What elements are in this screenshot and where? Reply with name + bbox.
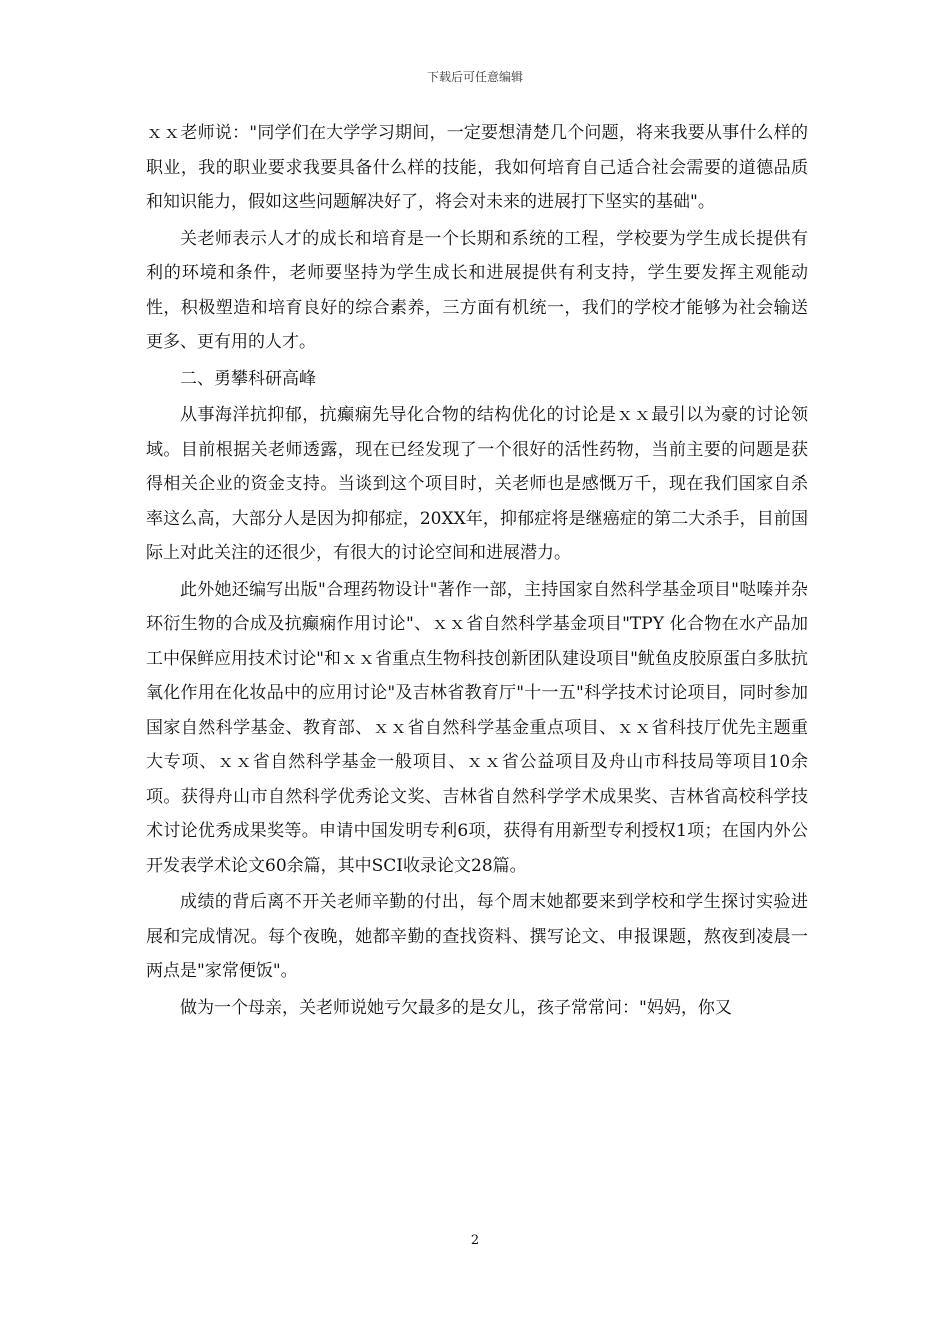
paragraph-research: 从事海洋抗抑郁，抗癫痫先导化合物的结构优化的讨论是ｘｘ最引以为豪的讨论领域。目前根据关老师透露，现在已经发现了一个很好的活性药物，当前主要的问题是获得相关企业的资金支持。当谈到这个项目时，关老师也是感慨万千，现在我们国家自杀率这么高，大部分人是因为抑郁症，20XX年，抑郁症将是继癌症的第二大杀手，目前国际上对此关注的还很少，有很大的讨论空间和进展潜力。 <box>146 405 808 563</box>
paragraph-publications: 此外她还编写出版"合理药物设计"著作一部，主持国家自然科学基金项目"哒嗪并杂环衍生物的合成及抗癫痫作用讨论"、ｘｘ省自然科学基金项目"TPY 化合物在水产品加工中保鲜应用技术讨论"和ｘｘ省重点生物科技创新团队建设项目"鱿鱼皮胶原蛋白多肽抗氧化作用在化妆品中的应用讨论"及吉林省教育厅"十一五"科学技术讨论项目，同时参加国家自然科学基金、教育部、ｘｘ省自然科学基金重点项目、ｘｘ省科技厅优先主题重大专项、ｘｘ省自然科学基金一般项目、ｘｘ省公益项目及舟山市科技局等项目10余项。获得舟山市自然科学优秀论文奖、吉林省自然科学学术成果奖、吉林省高校科学技术讨论优秀成果奖等。申请中国发明专利6项，获得有用新型专利授权1项；在国内外公开发表学术论文60余篇，其中SCI收录论文28篇。 <box>146 579 808 876</box>
paragraph-mother: 做为一个母亲，关老师说她亏欠最多的是女儿，孩子常常问："妈妈，你又 <box>180 997 732 1018</box>
document-body <box>146 116 808 1027</box>
page-header: 下载后可任意编辑 <box>426 70 523 84</box>
section-heading: 二、勇攀科研高峰 <box>180 368 316 389</box>
paragraph-talent: 关老师表示人才的成长和培育是一个长期和系统的工程，学校要为学生成长提供有利的环境和条件，老师要坚持为学生成长和进展提供有利支持，学生要发挥主观能动性，积极塑造和培育良好的综合素养，三方面有机统一，我们的学校才能够为社会输送更多、更有用的人才。 <box>146 228 808 352</box>
paragraph-diligence: 成绩的背后离不开关老师辛勤的付出，每个周末她都要来到学校和学生探讨实验进展和完成情况。每个夜晚，她都辛勤的查找资料、撰写论文、申报课题，熬夜到凌晨一两点是"家常便饭"。 <box>146 892 808 981</box>
paragraph-quote: ｘｘ老师说："同学们在大学学习期间，一定要想清楚几个问题，将来我要从事什么样的职业，我的职业要求我要具备什么样的技能，我如何培育自己适合社会需要的道德品质和知识能力，假如这些问题解决好了，将会对未来的进展打下坚实的基础"。 <box>146 123 808 212</box>
page-number: 2 <box>470 1233 480 1248</box>
